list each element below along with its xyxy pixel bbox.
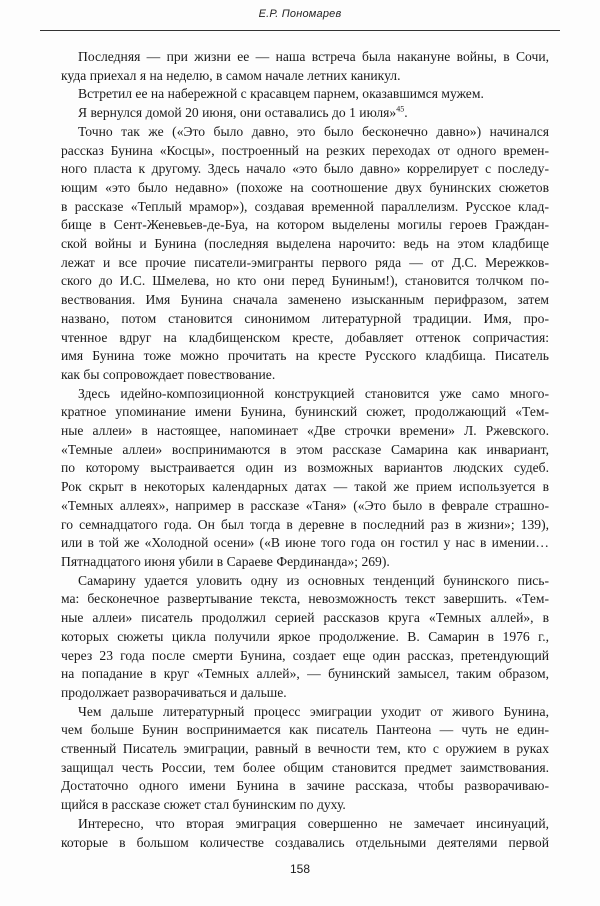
body-text — [61, 48, 549, 852]
page-number: 158 — [289, 862, 311, 876]
text-line: Здесь идейно-композиционной конструкцией становится уже само много- — [78, 385, 549, 401]
text-line: ской войны и Бунина (последняя выделена нарочито: ведь на этом кладбище — [61, 236, 549, 252]
text-line: «Темные аллеи» воспринимаются в этом рассказе Самарина как инвариант, — [61, 441, 549, 457]
text-line: Интересно, что вторая эмиграция совершенно не замечает инсинуаций, — [78, 815, 549, 831]
text-line: которые в большом количестве создавались отдельными деятелями первой — [61, 834, 549, 850]
text-line: куда приехал я на неделю, в самом начале летних каникул. — [61, 67, 401, 83]
text-line: «Темных аллеях», например в рассказе «Таня» («Это было в феврале страшно- — [61, 497, 549, 513]
text-line: го семнадцатого года. Он был тогда в деревне в последний раз в жизни»; 139), — [61, 516, 549, 532]
text-line: Последняя — при жизни ее — наша встреча была накануне войны, в Сочи, — [78, 49, 549, 64]
paragraph — [61, 815, 549, 852]
text-line: Чем дальше литературный процесс эмиграции уходит от живого Бунина, — [78, 703, 549, 719]
footnote-marker: 45 — [396, 104, 405, 114]
text-line: лежат и все прочие писатели-эмигранты первого ряда — от Д.С. Мережков- — [61, 254, 549, 270]
text-line: которых сюжеты цикла получили яркое продолжение. В. Самарин в 1976 г., — [61, 628, 549, 644]
paragraph — [61, 703, 549, 815]
paragraph — [61, 123, 549, 385]
text-line: ского до И.С. Шмелева, но кто они перед Буниным!), становится толчком по- — [61, 273, 549, 289]
text-line: ственный Писатель эмиграции, равный в вечности тем, кто с оружием в руках — [61, 741, 549, 757]
text-line: рассказ Бунина «Косцы», построенный на резких переходах от одного времен- — [61, 142, 549, 158]
text-line: чем больше Бунин воспринимается как писатель Пантеона — чуть не един- — [61, 722, 549, 738]
text-line: названо, потом становится синонимом литературной традиции. Имя, про- — [61, 310, 549, 326]
paragraph — [61, 48, 549, 85]
text-line: в рассказе «Теплый мрамор»), создавая временной параллелизм. Русское клад- — [61, 198, 549, 214]
text-line: Пятнадцатого июня убили в Сараеве Фердинанда»; 269). — [61, 553, 390, 569]
text-line: кратное упоминание имени Бунина, бунинский сюжет, продолжающий «Тем- — [61, 404, 549, 420]
text-line: Я вернулся домой 20 июня, они оставались до 1 июля»$^{45}$. — [78, 104, 408, 121]
text-line: ного пласта к другому. Здесь начало «это было давно» коррелирует с последу- — [61, 161, 549, 177]
paragraph — [61, 572, 549, 703]
running-header — [0, 0, 600, 44]
text-line: Точно так же («Это было давно, это было бесконечно давно») начинался — [78, 123, 549, 139]
text-line: ные аллеи» в настоящее, напоминает «Две строчки времени» Л. Ржевского. — [61, 423, 549, 439]
text-line: Достаточно одного имени Бунина в зачине рассказа, чтобы разворачиваю- — [61, 778, 549, 794]
paragraph — [61, 85, 549, 104]
text-line: имя Бунина тоже можно прочитать на кресте Русского кладбища. Писатель — [61, 348, 549, 364]
text-line-content: Я вернулся домой 20 июня, они оставались до 1 июля» — [78, 105, 397, 121]
text-line: по которому выстраивается один из возможных вариантов людских судеб. — [61, 460, 549, 476]
text-line: ма: бесконечное развертывание текста, невозможность текст завершить. «Тем- — [61, 591, 549, 607]
text-line: ющим «это было недавно» (похоже на соотношение двух бунинских сюжетов — [61, 179, 549, 195]
text-line: через 23 года после смерти Бунина, создает еще один рассказ, претендующий — [61, 647, 549, 663]
text-line: как бы сопровождает повествование. — [61, 366, 276, 382]
text-line: на попадание в круг «Темных аллей», — бунинский замысел, таким образом, — [61, 666, 549, 682]
text-line: чтенное вдруг на кладбищенском кресте, добавляет оттенок сопричастия: — [61, 329, 549, 345]
running-title: Е.Р. Пономарев — [258, 8, 342, 20]
text-line: Самарину удается уловить одну из основных тенденций бунинского пись- — [78, 572, 549, 588]
text-line: Встретил ее на набережной с красавцем парнем, оказавшимся мужем. — [78, 86, 484, 102]
text-line: бище в Сент-Женевьев-де-Буа, на котором выделены могилы героев Граждан- — [61, 217, 549, 233]
text-line: или в той же «Холодной осени» («В июне того года он гостил у нас в имении… — [61, 535, 549, 551]
header-rule — [40, 30, 560, 31]
paragraph — [61, 385, 549, 572]
text-line: Рок скрыт в некоторых календарных датах — такой же прием используется в — [61, 479, 549, 495]
text-line: щийся в рассказе сюжет стал бунинским по духу. — [61, 797, 346, 813]
text-line: защищал честь России, тем более общим становится предмет заимствования. — [61, 759, 549, 775]
text-line: ные аллеи» писатель продолжил серией рассказов круга «Темных аллей», в — [61, 610, 549, 626]
text-line: продолжает разворачиваться и дальше. — [61, 684, 287, 700]
text-line: вествования. Имя Бунина сначала заменено изысканным перифразом, затем — [61, 292, 549, 308]
paragraph — [61, 104, 549, 123]
